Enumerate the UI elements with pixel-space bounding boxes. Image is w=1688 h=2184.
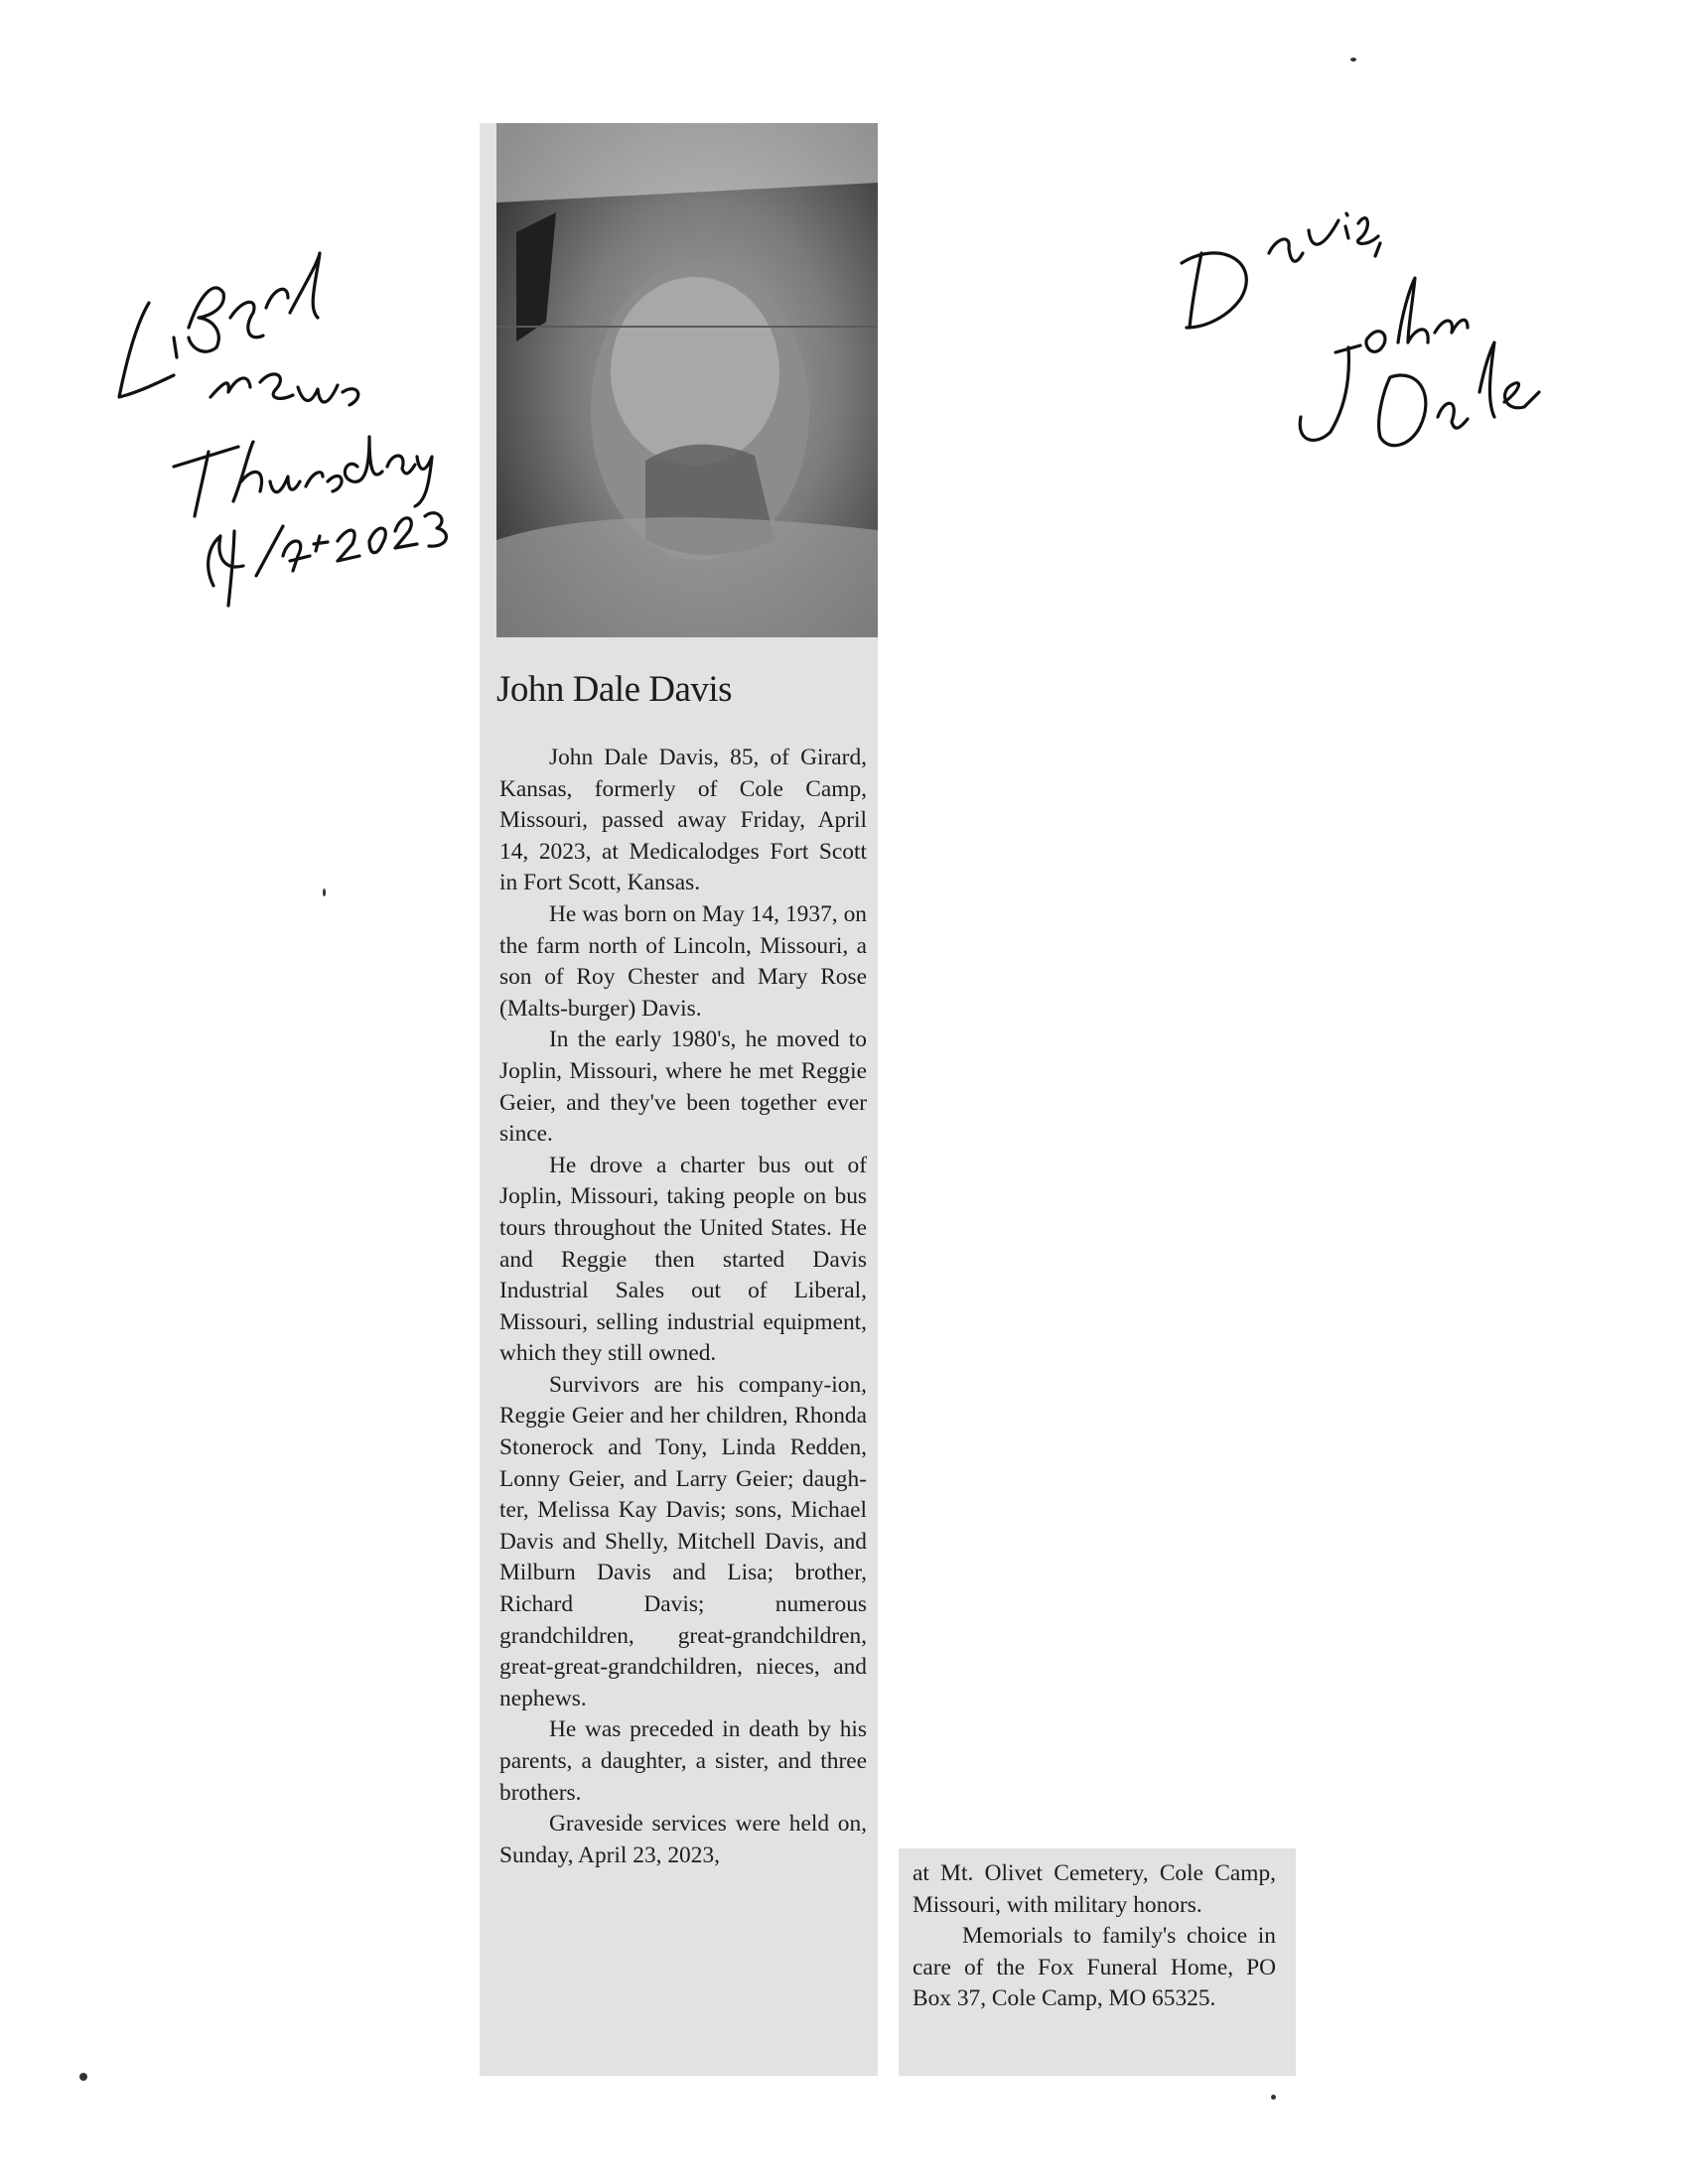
paragraph: In the early 1980's, he moved to Joplin, Missouri, where he met Reggie Geier, and they've been together ever since. (499, 1026, 867, 1148)
paragraph: John Dale Davis, 85, of Girard, Kansas, formerly of Cole Camp, Missouri, passed away Friday, April 14, 2023, at Medicalodges Fort Scott in Fort Scott, Kansas. (499, 745, 867, 896)
portrait-photo (496, 123, 878, 637)
scan-speck (1271, 2095, 1276, 2100)
paragraph: Memorials to family's choice in care of the Fox Funeral Home, PO Box 37, Cole Camp, MO 65325. (913, 1923, 1276, 2012)
obituary-clipping (480, 123, 878, 2076)
obituary-headline: John Dale Davis (496, 669, 733, 710)
scan-speck (323, 888, 326, 896)
paragraph: He drove a charter bus out of Joplin, Missouri, taking people on bus tours throughout the United States. He and Reggie then started Davis Industrial Sales out of Liberal, Missouri, selling industrial equipment, which they still owned. (499, 1152, 867, 1367)
scan-speck (1350, 58, 1356, 62)
continuation-body (913, 1858, 1276, 2015)
handwritten-note-left (119, 253, 446, 606)
paragraph: He was preceded in death by his parents, a daughter, a sister, and three brothers. (499, 1716, 867, 1806)
paragraph: Graveside services were held on, Sunday, April 23, 2023, (499, 1811, 867, 1868)
paragraph: at Mt. Olivet Cemetery, Cole Camp, Missouri, with military honors. (913, 1860, 1276, 1918)
paragraph: Survivors are his company-ion, Reggie Geier and her children, Rhonda Stonerock and Tony, Linda Redden, Lonny Geier, and Larry Geier; daugh-ter, Melissa Kay Davis; sons, Michael Davis and Shelly, Mitchell Davis, and Milburn Davis and Lisa; brother, Richard Davis; numerous grandchildren, great-grandchildren, great-great-grandchildren, nieces, and nephews. (499, 1371, 867, 1711)
scan-speck (79, 2073, 87, 2081)
paragraph: He was born on May 14, 1937, on the farm north of Lincoln, Missouri, a son of Roy Chester and Mary Rose (Malts-burger) Davis. (499, 900, 867, 1022)
obituary-continuation-clipping (899, 1848, 1296, 2076)
obituary-body (499, 743, 867, 1871)
handwritten-note-right (1182, 213, 1539, 446)
